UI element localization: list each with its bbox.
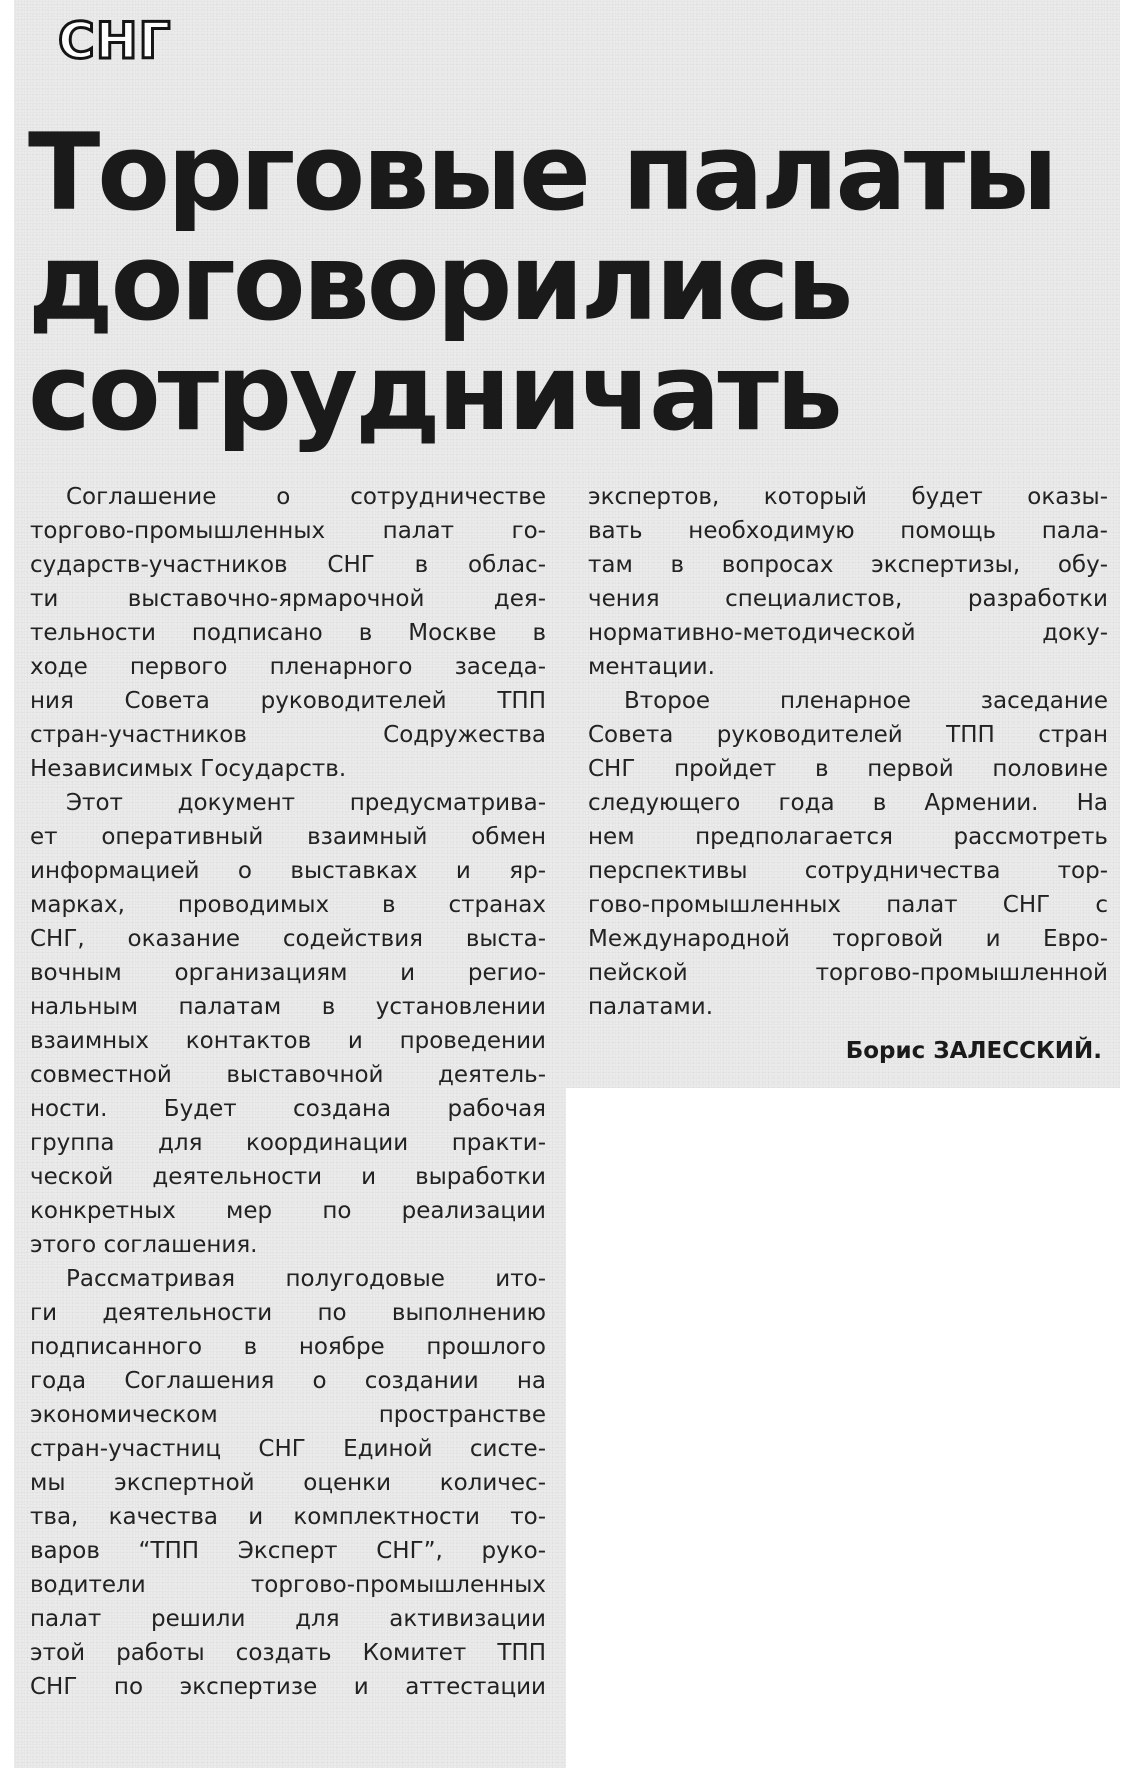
article-text-line: нем предполагается рассмотреть <box>588 824 1108 850</box>
author-byline: Борис ЗАЛЕССКИЙ. <box>845 1038 1102 1064</box>
headline <box>28 111 1056 454</box>
article-text-line: взаимных контактов и проведении <box>30 1028 546 1054</box>
headline-line: Торговые палаты <box>28 111 1056 234</box>
article-text-line: ности. Будет создана рабочая <box>30 1096 546 1122</box>
article-text-line: там в вопросах экспертизы, обу- <box>588 552 1108 578</box>
rubric-label: СНГ <box>58 12 172 70</box>
article-text-line: сударств-участников СНГ в облас- <box>30 552 546 578</box>
article-text-line: ния Совета руководителей ТПП <box>30 688 546 714</box>
article-text-line: мы экспертной оценки количес- <box>30 1470 546 1496</box>
article-text-line: Этот документ предусматрива- <box>66 790 546 816</box>
article-text-line: СНГ по экспертизе и аттестации <box>30 1674 546 1700</box>
article-text-line: ческой деятельности и выработки <box>30 1164 546 1190</box>
article-text-line: палат решили для активизации <box>30 1606 546 1632</box>
article-text-line: Рассматривая полугодовые ито- <box>66 1266 546 1292</box>
article-text-line: Международной торговой и Евро- <box>588 926 1108 952</box>
article-text-line: экономическом пространстве <box>30 1402 546 1428</box>
article-text-line: подписанного в ноябре прошлого <box>30 1334 546 1360</box>
article-text-line: ходе первого пленарного заседа- <box>30 654 546 680</box>
article-text-line: СНГ пройдет в первой половине <box>588 756 1108 782</box>
headline-line: сотрудничать <box>28 331 840 454</box>
article-text-line: экспертов, который будет оказы- <box>588 484 1108 510</box>
article-text-line: варов “ТПП Эксперт СНГ”, руко- <box>30 1538 546 1564</box>
article-text-line: торгово-промышленных палат го- <box>30 518 546 544</box>
article-text-line: тельности подписано в Москве в <box>30 620 546 646</box>
article-text-line: Совета руководителей ТПП стран <box>588 722 1108 748</box>
headline-line: договорились <box>28 221 851 344</box>
article-text-line: палатами. <box>588 994 714 1020</box>
article-column-right <box>588 480 1108 1024</box>
article-text-line: конкретных мер по реализации <box>30 1198 546 1224</box>
article-text-line: Второе пленарное заседание <box>624 688 1108 714</box>
article-text-line: вать необходимую помощь пала- <box>588 518 1108 544</box>
article-text-line: ментации. <box>588 654 715 680</box>
article-text-line: нормативно-методической доку- <box>588 620 1108 646</box>
article-text-line: информацией о выставках и яр- <box>30 858 546 884</box>
article-text-line: стран-участников Содружества <box>30 722 546 748</box>
article-text-line: следующего года в Армении. На <box>588 790 1108 816</box>
article-text-line: тва, качества и комплектности то- <box>30 1504 546 1530</box>
article-text-line: гово-промышленных палат СНГ с <box>588 892 1108 918</box>
article-text-line: года Соглашения о создании на <box>30 1368 546 1394</box>
article-text-line: Соглашение о сотрудничестве <box>66 484 546 510</box>
article-text-line: чения специалистов, разработки <box>588 586 1108 612</box>
article-text-line: этой работы создать Комитет ТПП <box>30 1640 546 1666</box>
article-text-line: пейской торгово-промышленной <box>588 960 1108 986</box>
article-text-line: нальным палатам в установлении <box>30 994 546 1020</box>
article-text-line: перспективы сотрудничества тор- <box>588 858 1108 884</box>
article-text-line: группа для координации практи- <box>30 1130 546 1156</box>
article-text-line: ти выставочно-ярмарочной дея- <box>30 586 546 612</box>
article-text-line: ет оперативный взаимный обмен <box>30 824 546 850</box>
article-text-line: ги деятельности по выполнению <box>30 1300 546 1326</box>
article-text-line: водители торгово-промышленных <box>30 1572 546 1598</box>
article-text-line: СНГ, оказание содействия выста- <box>30 926 546 952</box>
article-text-line: этого соглашения. <box>30 1232 258 1258</box>
article-text-line: марках, проводимых в странах <box>30 892 546 918</box>
article-text-line: совместной выставочной деятель- <box>30 1062 546 1088</box>
article-text-line: стран-участниц СНГ Единой систе- <box>30 1436 546 1462</box>
article-text-line: Независимых Государств. <box>30 756 347 782</box>
article-text-line: вочным организациям и регио- <box>30 960 546 986</box>
article-column-left <box>30 480 546 1704</box>
